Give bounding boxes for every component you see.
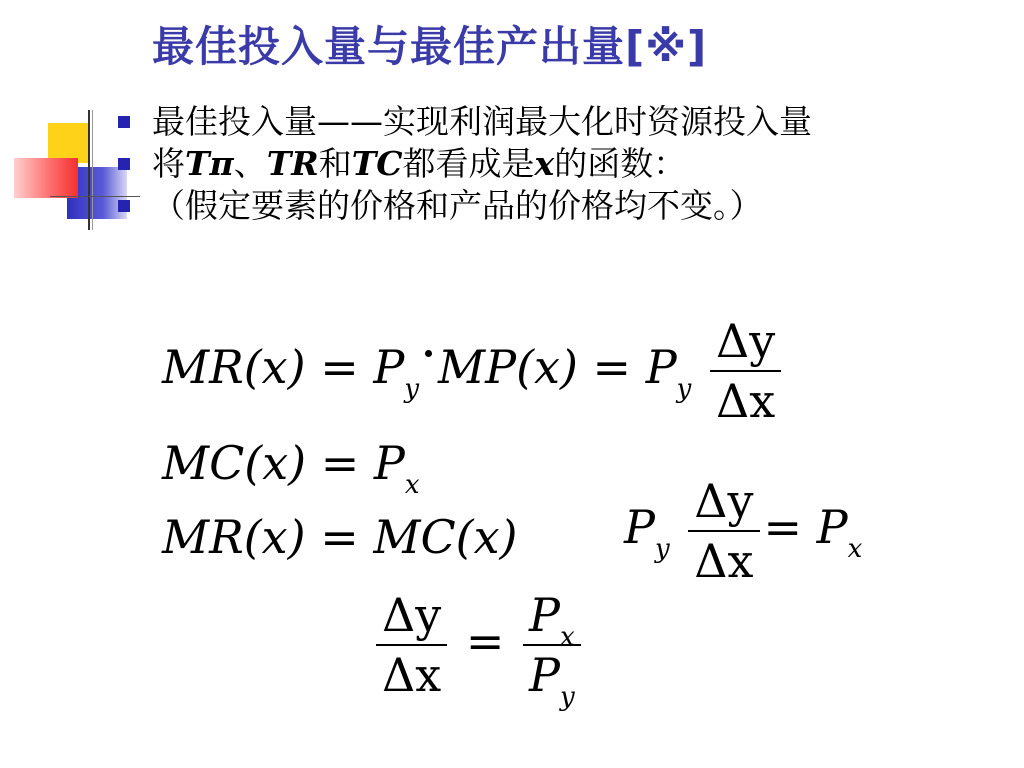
equation-price-ratio: $\frac{\Delta y}{\Delta x}$ = $\frac{P_x}{P_y}$ [372,592,585,698]
fraction-px-py: $\frac{P_x}{P_y}$ [523,592,581,698]
logo-red-square [14,158,78,198]
fraction-dy-dx: $\frac{\Delta y}{\Delta x}$ [688,478,759,584]
slide-title: 最佳投入量与最佳产出量[※] [152,22,708,71]
logo-vertical-line [88,110,90,230]
fraction-dy-dx: $\frac{\Delta y}{\Delta x}$ [376,592,447,698]
bullet-marker [118,116,130,128]
equation-mr: $MR(x) = P_y$ $MP(x) = P_y$ $\frac{\Delta y}{\Delta x}$ [162,318,785,424]
bullet-marker [118,158,130,170]
bullet-functions-of-x: 将Tπ、TR和TC都看成是x的函数： [112,144,992,184]
bullet-optimal-input: 最佳投入量——实现利润最大化时资源投入量 [112,102,992,142]
bullet-list [112,102,992,226]
equation-mr-equals-mc: MR(x) = MC(x) [162,510,518,564]
bullet-marker [118,200,130,212]
logo-vertical-line-thin [92,110,93,230]
fraction-dy-dx: $\frac{\Delta y}{\Delta x}$ [710,318,781,424]
bullet-price-assumption: （假定要素的价格和产品的价格均不变。） [112,186,992,226]
logo-yellow-square [48,123,88,163]
multiply-dot [425,350,432,357]
equation-price-condition: $P_y$ $\frac{\Delta y}{\Delta x}$ = $P_x$ [624,474,863,588]
equation-mc: $MC(x) = P_x$ [162,436,420,500]
